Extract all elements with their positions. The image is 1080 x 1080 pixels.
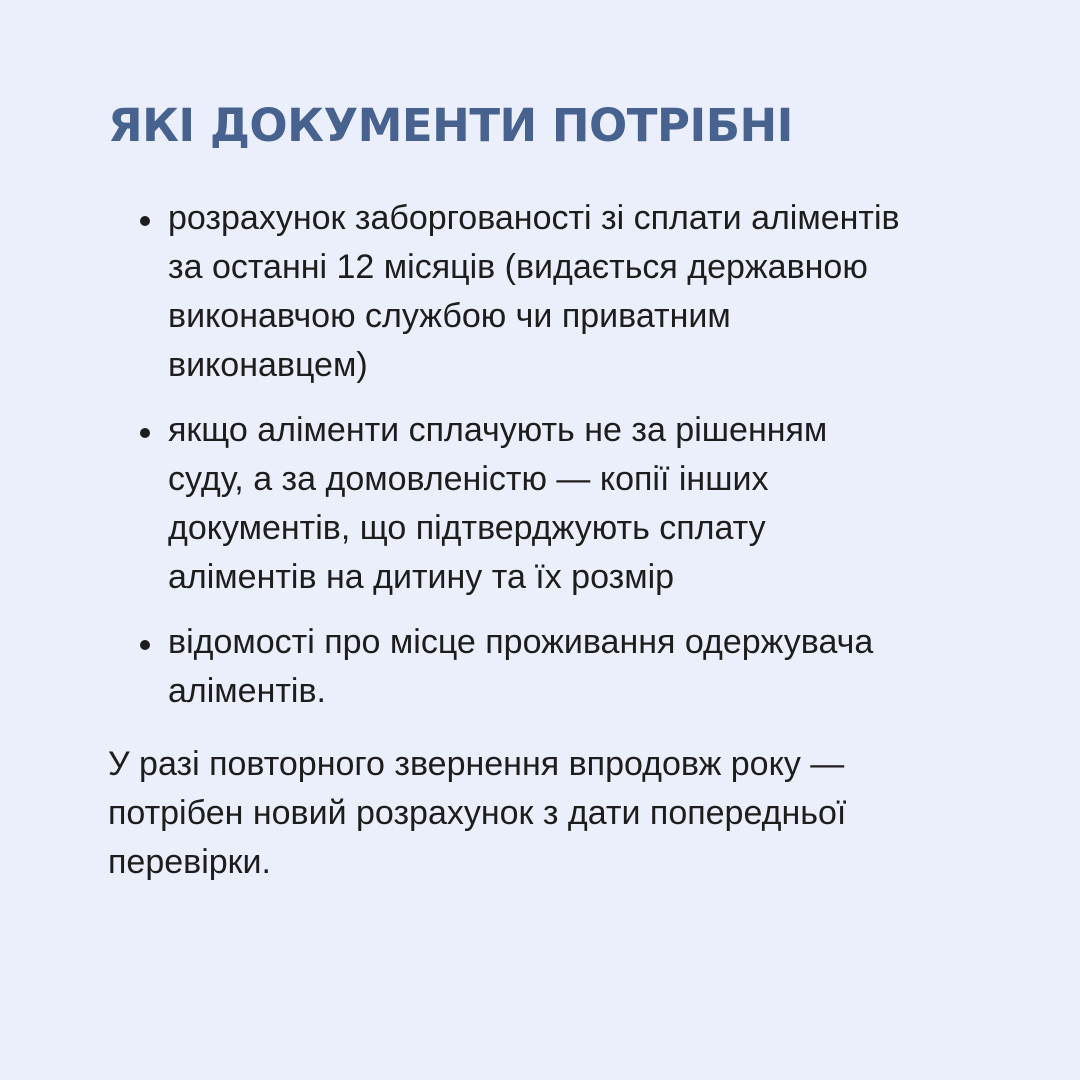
document-item-debt-calculation xyxy=(140,194,1000,390)
page-title: ЯКІ ДОКУМЕНТИ ПОТРІБНІ xyxy=(108,99,793,152)
bullet-icon xyxy=(140,640,150,650)
documents-list xyxy=(140,194,1000,716)
document-item-recipient-address xyxy=(140,618,1000,716)
document-item-line: аліментів. xyxy=(168,672,326,710)
note-line: перевірки. xyxy=(108,843,271,881)
document-item-line: за останні 12 місяців (видається державною xyxy=(168,248,868,286)
document-item-line: виконавчою службою чи приватним xyxy=(168,297,731,335)
document-item-line: суду, а за домовленістю — копії інших xyxy=(168,460,769,498)
document-item-line: виконавцем) xyxy=(168,346,368,384)
document-item-line: аліментів на дитину та їх розмір xyxy=(168,558,675,596)
repeat-request-note xyxy=(108,740,988,887)
document-item-line: розрахунок заборгованості зі сплати аліментів xyxy=(168,199,900,237)
document-item-line: документів, що підтверджують сплату xyxy=(168,509,766,547)
document-item-line: якщо аліменти сплачують не за рішенням xyxy=(168,411,828,449)
note-line: потрібен новий розрахунок з дати попередньої xyxy=(108,794,847,832)
bullet-icon xyxy=(140,428,150,438)
bullet-icon xyxy=(140,216,150,226)
document-item-line: відомості про місце проживання одержувача xyxy=(168,623,874,661)
document-item-agreement-copies xyxy=(140,406,1000,602)
note-line: У разі повторного звернення впродовж року — xyxy=(108,745,845,783)
